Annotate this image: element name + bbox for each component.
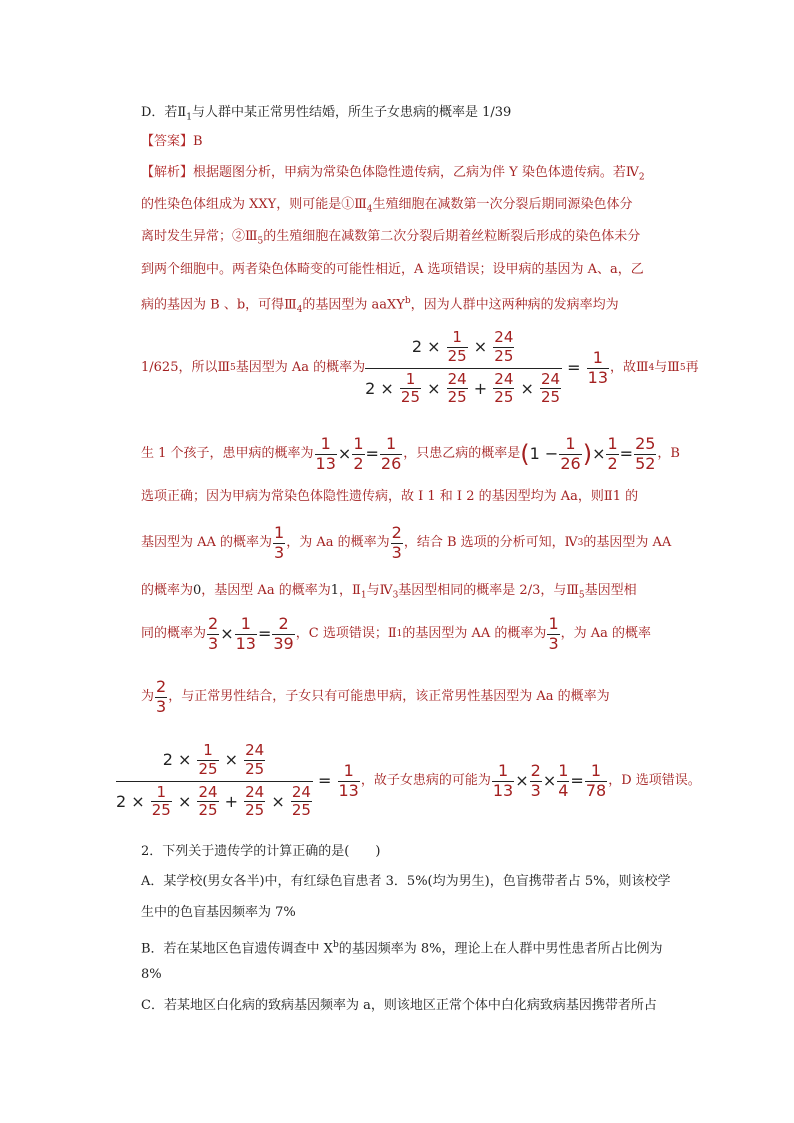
analysis-text: 生殖细胞在减数第一次分裂后期同源染色体分 bbox=[372, 197, 633, 212]
analysis-line-5 bbox=[141, 293, 661, 318]
analysis-text: 的基因型为 aaXY bbox=[302, 297, 405, 313]
analysis-sub: 5 bbox=[578, 590, 585, 601]
analysis-sub: 5 bbox=[230, 363, 236, 373]
option-d-text: 与人群中某正常男性结婚，所生子女患病的概率是 1/39 bbox=[192, 105, 512, 120]
analysis-text: 与Ⅲ bbox=[654, 360, 680, 375]
analysis-text: 基因型为 Aa 的概率为 bbox=[235, 360, 366, 375]
analysis-line-3 bbox=[141, 229, 661, 250]
analysis-line-11: 同的概率为 $\frac{2}{3}$ × $\frac{1}{13}$ = $\frac{2}{39}$ ，C 选项错误；Ⅱ 1 的基因型为 AA 的概率为 $\frac{1}{3}$ ，为 Aa 的概率 bbox=[141, 613, 652, 653]
analysis-text: ，D 选项错误。 bbox=[608, 773, 701, 788]
analysis-text: 生 1 个孩子，患甲病的概率为 bbox=[141, 446, 314, 461]
analysis-text: ，则可能是 bbox=[276, 197, 342, 212]
analysis-text: 为 bbox=[141, 689, 155, 704]
analysis-text: ，B bbox=[657, 446, 680, 461]
analysis-text: 基因型相 bbox=[584, 583, 637, 598]
option-b-sup: b bbox=[332, 940, 339, 950]
option-b-line-2 bbox=[141, 967, 661, 983]
analysis-line-7: 生 1 个孩子，患甲病的概率为 $\frac{1}{13}$ × $\frac{1}{2}$ = $\frac{1}{26}$ ，只患乙病的概率是 ( 1 − $\frac{1}{26}$ ) × $\frac{1}{2}$ = $\frac{25}{52}$ ，B bbox=[141, 433, 680, 473]
analysis-text: ，结合 B 选项的分析可知，Ⅳ bbox=[403, 535, 578, 550]
analysis-text: 的性染色体组成为 bbox=[141, 197, 250, 212]
analysis-sup: b bbox=[404, 296, 411, 306]
answer-value: B bbox=[193, 134, 203, 149]
analysis-line-4 bbox=[141, 262, 661, 278]
analysis-text: 基因型相同的概率是 2/3，与Ⅲ bbox=[398, 583, 579, 598]
option-d bbox=[141, 105, 661, 126]
analysis-text: 根据题图分析，甲病为常染色体隐性遗传病，乙病为伴 Y 染色体遗传病。若Ⅳ bbox=[193, 165, 639, 180]
analysis-text: 基因型为 AA 的概率为 bbox=[141, 535, 273, 550]
analysis-text: 1 bbox=[330, 583, 339, 598]
option-d-prefix: D．若Ⅱ bbox=[141, 105, 187, 120]
probability-formula: 2 × $\frac{1}{25}$ × $\frac{24}{25}$ 2 × $\frac{1}{25}$ × $\frac{24}{25}$ + $\frac{24}{25}$ × $\frac{24}{25}$ bbox=[116, 741, 311, 820]
analysis-text: ，为 Aa 的概率 bbox=[560, 626, 652, 641]
analysis-line-1 bbox=[141, 165, 661, 186]
analysis-text: ，因为人群中这两种病的发病率均为 bbox=[410, 297, 619, 313]
analysis-text: ，只患乙病的概率是 bbox=[403, 446, 521, 461]
option-b-text: 8% bbox=[141, 967, 162, 982]
analysis-sub: 2 bbox=[638, 172, 645, 183]
analysis-text: 0 bbox=[193, 583, 202, 598]
option-d-sub: 1 bbox=[186, 112, 192, 123]
analysis-text: 1/625，所以Ⅲ bbox=[141, 360, 231, 375]
analysis-text: 的生殖细胞在减数第二次分裂后期着丝粒断裂后形成的染色体未分 bbox=[263, 229, 641, 244]
analysis-text: 与Ⅳ bbox=[366, 583, 393, 598]
option-a-line-1 bbox=[141, 874, 671, 890]
analysis-text: 到两个细胞中。两者染色体畸变的可能性相近，A 选项错误；设甲病的基因为 A、a，乙 bbox=[141, 262, 644, 277]
analysis-text: ，与正常男性结合，子女只有可能患甲病，该正常男性基因型为 Aa 的概率为 bbox=[168, 689, 610, 704]
option-c-line-1 bbox=[141, 998, 661, 1014]
answer-tag: 【答案】 bbox=[141, 134, 194, 149]
analysis-text: 的概率为 bbox=[141, 583, 194, 598]
analysis-line-6: 1/625，所以Ⅲ 5 基因型为 Aa 的概率为 2 × $\frac{1}{25}$ × $\frac{24}{25}$ 2 × $\frac{1}{25}$ × $\frac{24}{25}$ + $\frac{24}{25}$ × $\frac{24}{25}$ = $\frac{1}{13}$ ，故Ⅲ 4 与Ⅲ 5 再 bbox=[141, 328, 699, 407]
analysis-text: ，为 Aa 的概率为 bbox=[286, 535, 390, 550]
option-c-text: C．若某地区白化病的致病基因频率为 a，则该地区正常个体中白化病致病基因携带者所占 bbox=[141, 998, 657, 1013]
analysis-text: ①Ⅲ bbox=[341, 197, 367, 212]
analysis-sub: 3 bbox=[577, 538, 584, 548]
analysis-text: ，Ⅱ bbox=[338, 583, 361, 598]
answer-line bbox=[141, 134, 661, 150]
analysis-text: 再 bbox=[685, 360, 699, 375]
option-b-text: 的基因频率为 8%，理论上在人群中男性患者所占比例为 bbox=[338, 941, 663, 957]
analysis-sub: 1 bbox=[396, 629, 403, 639]
analysis-line-13: 2 × $\frac{1}{25}$ × $\frac{24}{25}$ 2 × $\frac{1}{25}$ × $\frac{24}{25}$ + $\frac{24}{25}$ × $\frac{24}{25}$ = $\frac{1}{13}$ ，故子女患病的可能为 $\frac{1}{13}$ × $\frac{2}{3}$ × $\frac{1}{4}$ = $\frac{1}{78}$ ，D 选项错误。 bbox=[116, 741, 701, 820]
option-a-line-2 bbox=[141, 905, 661, 921]
option-b-line-1 bbox=[141, 937, 661, 957]
analysis-line-2 bbox=[141, 197, 661, 218]
question-stem: 2．下列关于遗传学的计算正确的是( ) bbox=[141, 844, 381, 859]
analysis-sub: 5 bbox=[679, 363, 686, 373]
analysis-sub: 4 bbox=[366, 204, 373, 215]
analysis-text: 的基因型为 AA 的概率为 bbox=[402, 626, 547, 641]
analysis-sub: 4 bbox=[296, 304, 303, 315]
analysis-line-10 bbox=[141, 583, 661, 604]
analysis-tag: 【解析】 bbox=[141, 165, 194, 180]
analysis-sub: 3 bbox=[392, 590, 399, 601]
analysis-line-8 bbox=[141, 489, 661, 505]
probability-formula: 2 × $\frac{1}{25}$ × $\frac{24}{25}$ 2 × $\frac{1}{25}$ × $\frac{24}{25}$ + $\frac{24}{25}$ × $\frac{24}{25}$ bbox=[365, 328, 561, 407]
analysis-text: 同的概率为 bbox=[141, 626, 207, 641]
analysis-text: 的基因型为 AA bbox=[583, 535, 672, 550]
analysis-text: 选项正确；因为甲病为常染色体隐性遗传病，故 I 1 和 I 2 的基因型均为 Aa，则Ⅱ1 的 bbox=[141, 489, 639, 504]
analysis-sub: 4 bbox=[648, 363, 655, 373]
analysis-sub: 1 bbox=[360, 590, 367, 601]
analysis-text: 离时发生异常；②Ⅲ bbox=[141, 229, 258, 244]
question-2-stem bbox=[141, 844, 661, 860]
analysis-text: ，C 选项错误；Ⅱ bbox=[295, 626, 397, 641]
option-b-text: B．若在某地区色盲遗传调查中 X bbox=[141, 941, 333, 957]
analysis-text: XXY bbox=[249, 197, 277, 212]
analysis-sub: 5 bbox=[257, 236, 264, 247]
option-a-text: A．某学校(男女各半)中，有红绿色盲患者 3．5%(均为男生)，色盲携带者占 5%，则该校学 bbox=[141, 874, 671, 889]
analysis-text: 病的基因为 B 、b，可得Ⅲ bbox=[141, 297, 297, 313]
analysis-text: ，基因型 Aa 的概率为 bbox=[201, 583, 331, 598]
analysis-line-9: 基因型为 AA 的概率为 $\frac{1}{3}$ ，为 Aa 的概率为 $\frac{2}{3}$ ，结合 B 选项的分析可知，Ⅳ 3 的基因型为 AA bbox=[141, 522, 672, 562]
option-a-text: 生中的色盲基因频率为 7% bbox=[141, 905, 296, 920]
analysis-text: ，故子女患病的可能为 bbox=[360, 773, 491, 788]
analysis-line-12: 为 $\frac{2}{3}$ ，与正常男性结合，子女只有可能患甲病，该正常男性基因型为 Aa 的概率为 bbox=[141, 676, 610, 716]
fraction: $\frac{1}{13}$ bbox=[587, 347, 609, 387]
analysis-text: ，故Ⅲ bbox=[610, 360, 649, 375]
